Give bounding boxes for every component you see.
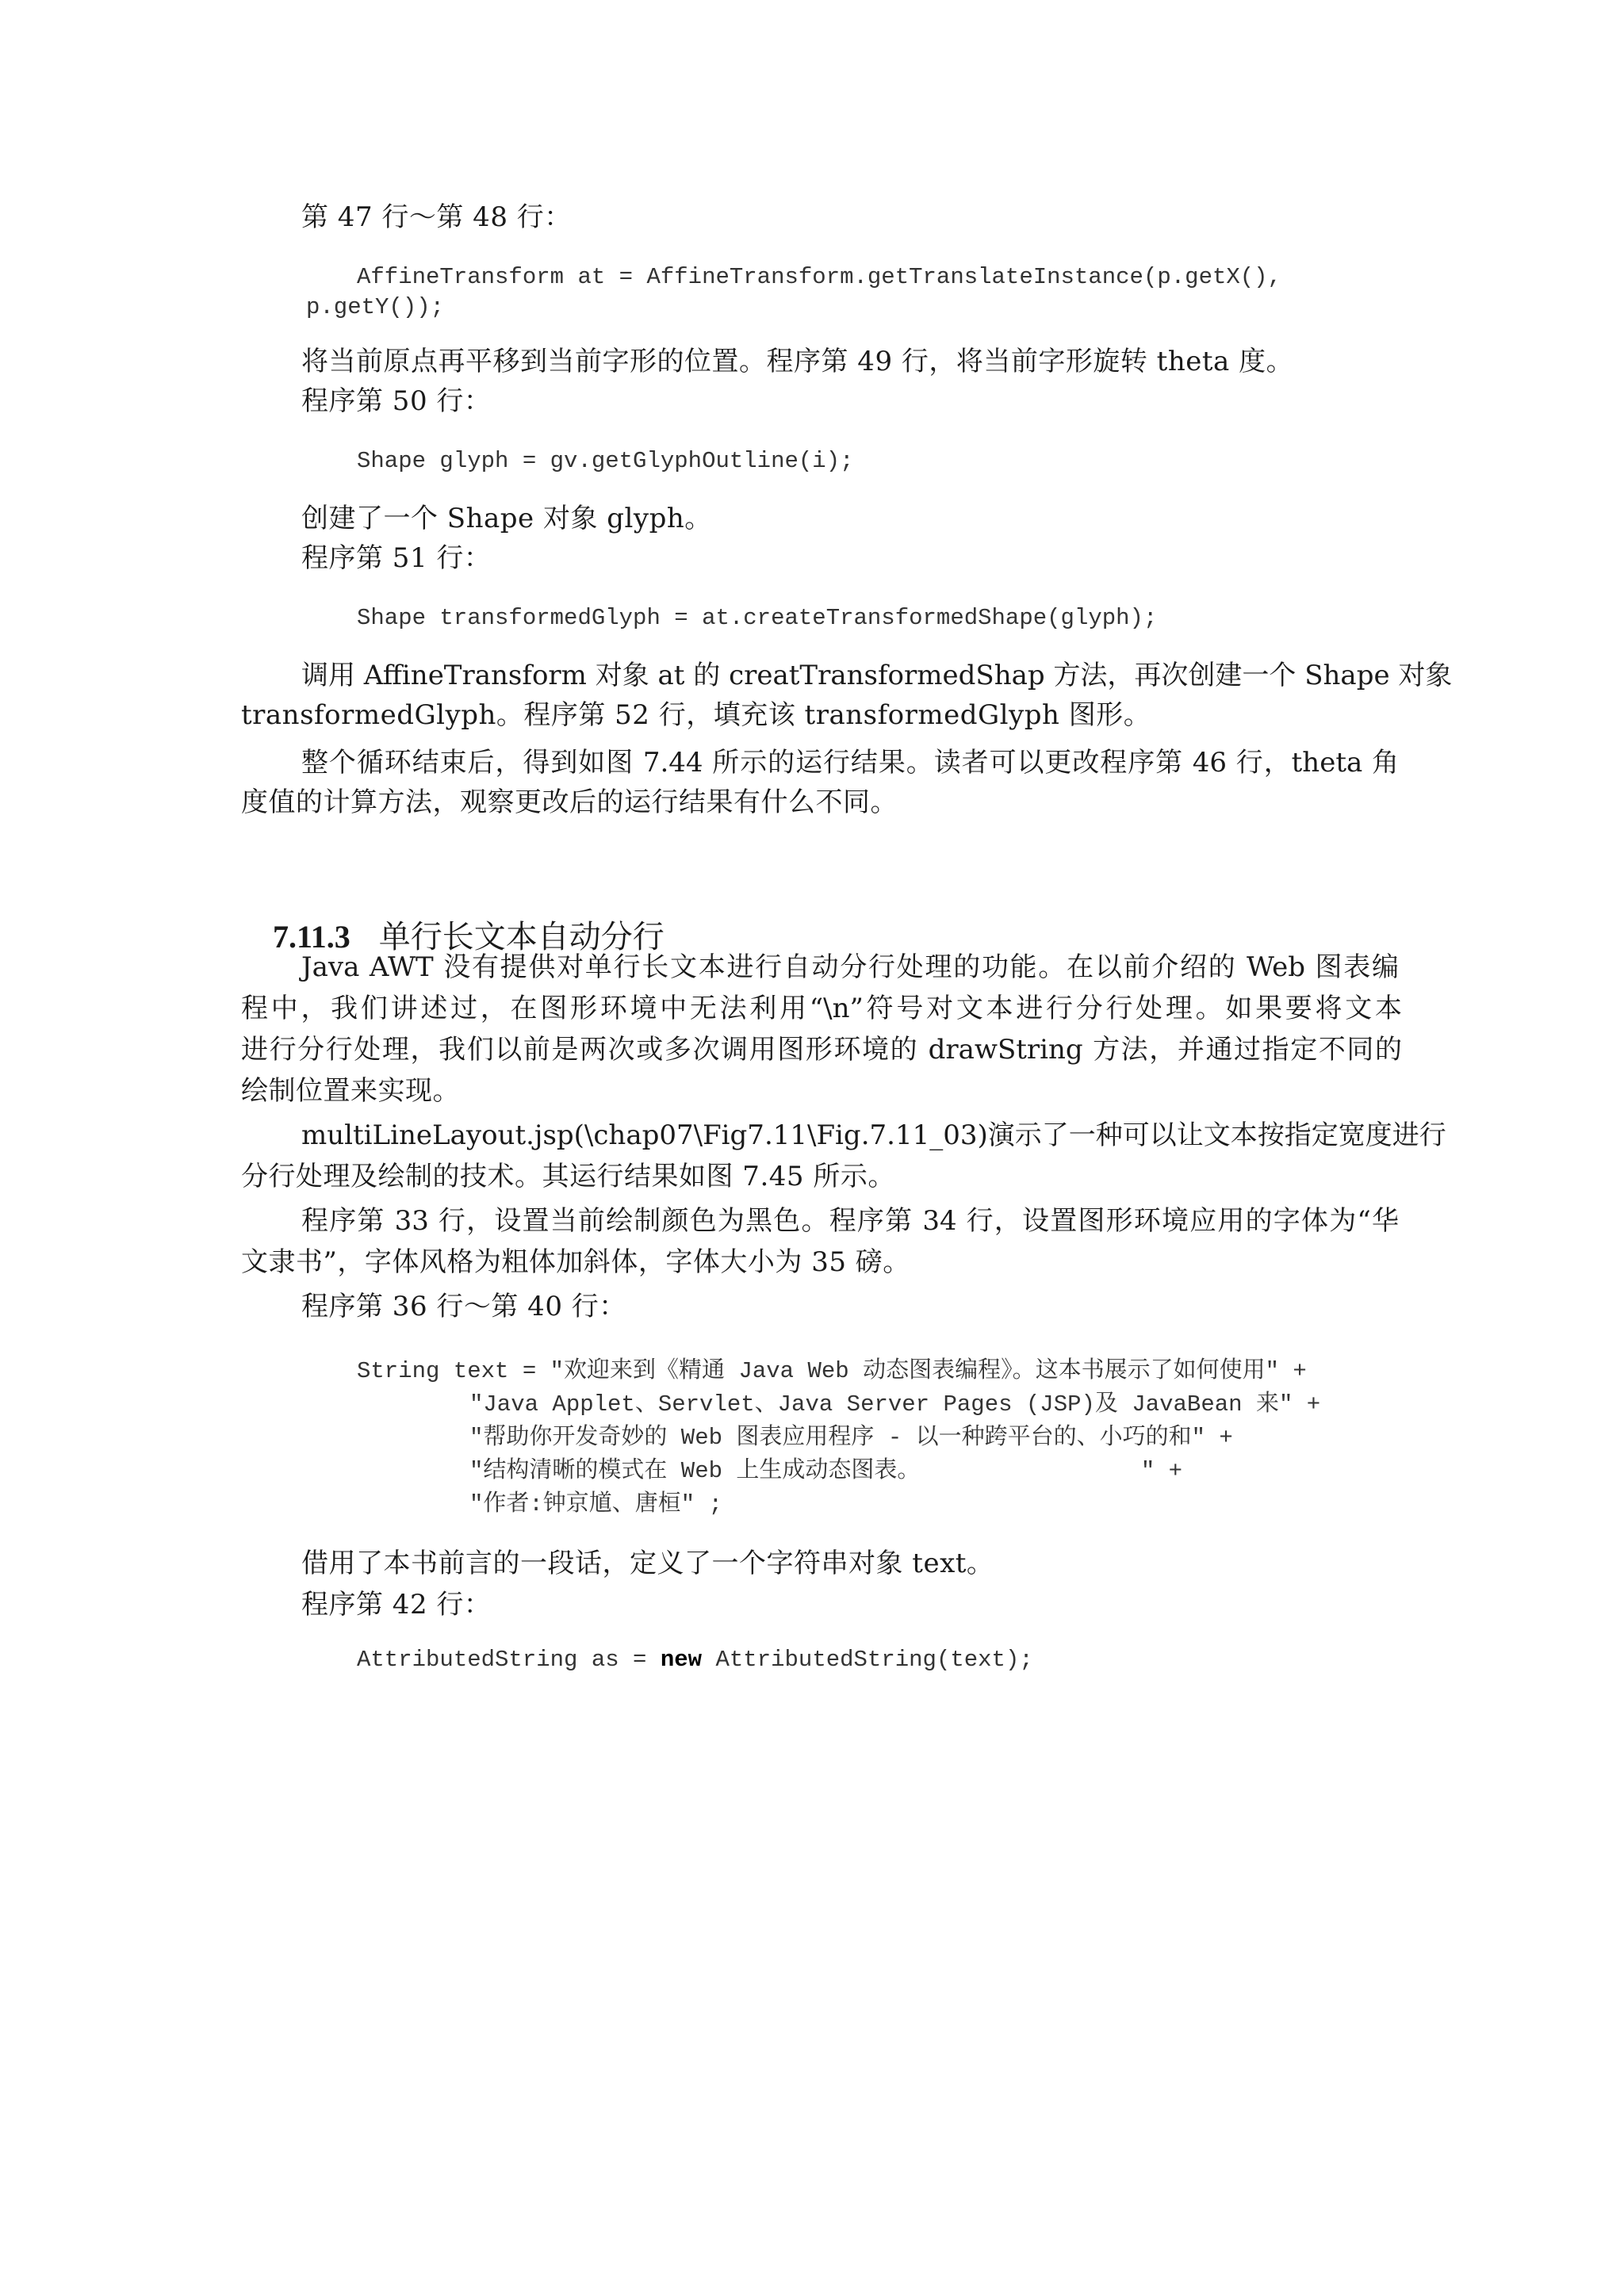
text-line-borrowed: 借用了本书前言的一段话，定义了一个字符串对象 text。 <box>301 1548 994 1579</box>
code-line-shape-glyph: Shape glyph = gv.getGlyphOutline(i); <box>357 448 854 474</box>
text-line-line-50: 程序第 50 行： <box>301 385 492 417</box>
text-line-translate-origin: 将当前原点再平移到当前字形的位置。程序第 49 行，将当前字形旋转 theta 度。 <box>301 346 1294 377</box>
text-line-create-shape: 创建了一个 Shape 对象 glyph。 <box>301 503 712 534</box>
code-line-author: "作者:钟京馗、唐桓" ; <box>469 1491 723 1517</box>
code-line-structure: "结构清晰的模式在 Web 上生成动态图表。 " + <box>469 1458 1183 1484</box>
code-fragment-pre: AttributedString as = <box>357 1647 661 1673</box>
text-line-call-affine: 调用 AffineTransform 对象 at 的 creatTransformedShap 方法，再次创建一个 Shape 对象 <box>301 660 1453 691</box>
text-line-loop-end: 整个循环结束后，得到如图 7.44 所示的运行结果。读者可以更改程序第 46 行，theta 角 <box>301 747 1399 779</box>
code-fragment-post: AttributedString(text); <box>702 1647 1033 1673</box>
section-number: 7.11.3 <box>273 919 350 955</box>
text-line-lines-36-40: 程序第 36 行～第 40 行： <box>301 1291 626 1322</box>
code-keyword-new: new <box>660 1647 703 1673</box>
code-line-java-applet: "Java Applet、Servlet、Java Server Pages (JSP)及 JavaBean 来" + <box>469 1391 1321 1418</box>
text-line-line-51: 程序第 51 行： <box>301 542 492 574</box>
code-line-transformed-glyph: Shape transformedGlyph = at.createTransformedShape(glyph); <box>357 605 1158 631</box>
text-line-multiline-layout: multiLineLayout.jsp(\chap07\Fig7.11\Fig.7.11_03)演示了一种可以让文本按指定宽度进行 <box>301 1119 1446 1151</box>
code-line-affine-transform-cont: p.getY()); <box>306 294 445 320</box>
text-line-draw-position: 绘制位置来实现。 <box>241 1075 460 1107</box>
section-title: 单行长文本自动分行 <box>378 919 665 955</box>
code-line-affine-transform: AffineTransform at = AffineTransform.getTranslateInstance(p.getX(), <box>357 264 1281 290</box>
text-line-graphics-env: 程中，我们讲述过，在图形环境中无法利用“\n”符号对文本进行分行处理。如果要将文本 <box>241 993 1402 1024</box>
text-line-drawstring: 进行分行处理，我们以前是两次或多次调用图形环境的 drawString 方法，并通过指定不同的 <box>241 1034 1402 1066</box>
text-line-line-33: 程序第 33 行，设置当前绘制颜色为黑色。程序第 34 行，设置图形环境应用的字体为“华 <box>301 1205 1399 1237</box>
text-line-line-42: 程序第 42 行： <box>301 1589 492 1621</box>
text-line-theta-calc: 度值的计算方法，观察更改后的运行结果有什么不同。 <box>241 786 898 818</box>
text-line-lines-47-48: 第 47 行～第 48 行： <box>301 201 572 233</box>
code-line-string-text: String text = "欢迎来到《精通 Java Web 动态图表编程》。这本书展示了如何使用" + <box>357 1358 1307 1384</box>
code-line-help-develop: "帮助你开发奇妙的 Web 图表应用程序 - 以一种跨平台的、小巧的和" + <box>469 1425 1233 1451</box>
code-line-attributed-string <box>357 1644 1033 1676</box>
text-line-font-style: 文隶书”，字体风格为粗体加斜体，字体大小为 35 磅。 <box>241 1246 910 1278</box>
text-line-java-awt: Java AWT 没有提供对单行长文本进行自动分行处理的功能。在以前介绍的 Web 图表编 <box>301 951 1399 983</box>
text-line-transformed-glyph: transformedGlyph。程序第 52 行，填充该 transformedGlyph 图形。 <box>241 699 1151 731</box>
text-line-fig-7-45: 分行处理及绘制的技术。其运行结果如图 7.45 所示。 <box>241 1161 895 1192</box>
